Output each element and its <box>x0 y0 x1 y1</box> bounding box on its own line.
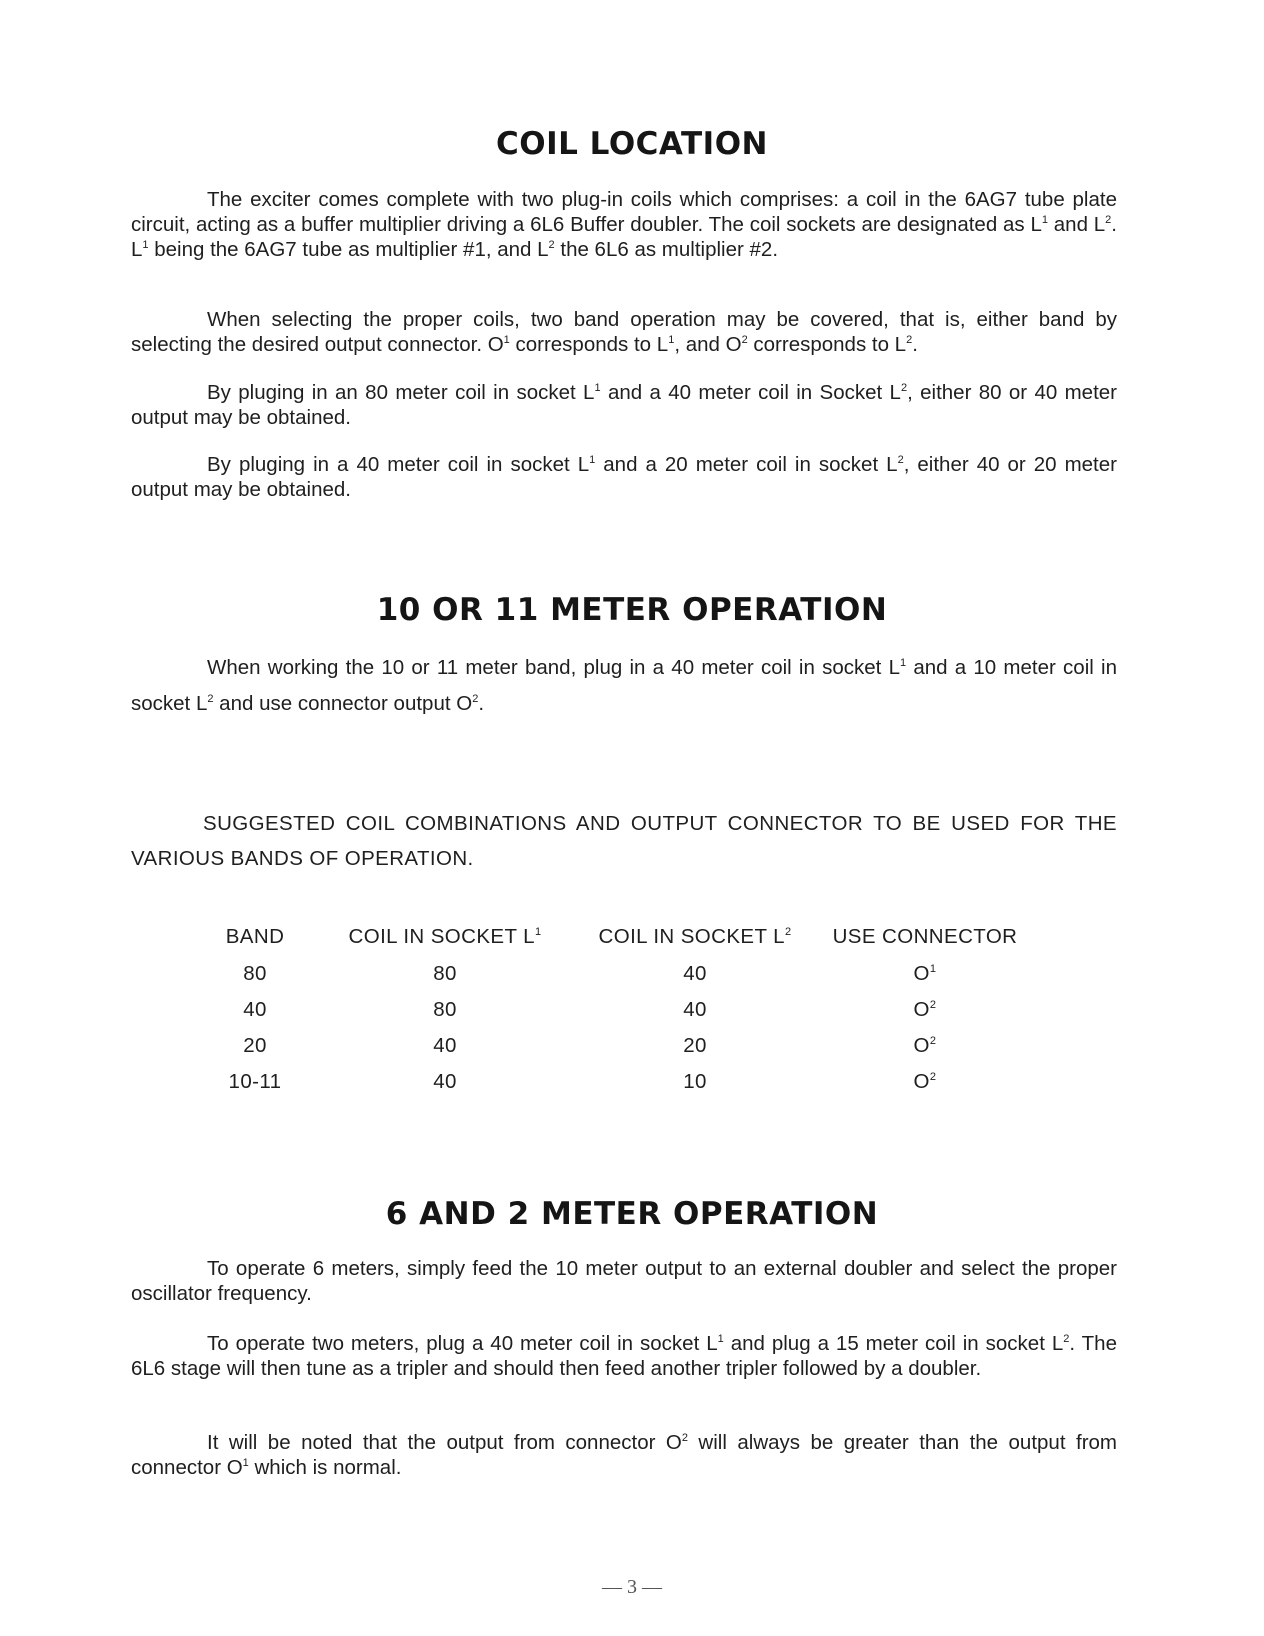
cell-socket-l2: 10 <box>683 1070 707 1093</box>
cell-band: 20 <box>243 1034 267 1057</box>
table-row <box>190 1064 1030 1100</box>
paragraph-coil-intro: The exciter comes complete with two plug-in coils which comprises: a coil in the 6AG7 tube plate circuit, acting as a buffer multiplier driving a 6L6 Buffer doubler. The coil sockets are designated as $L^1$ and $L^2$. $L^1$ being the 6AG7 tube as multiplier #1, and $L^2$ the 6L6 as multiplier #2. <box>131 188 1117 261</box>
paragraph-80-40: By pluging in an 80 meter coil in socket $L^1$ and a 40 meter coil in Socket $L^2$, either 80 or 40 meter output may be obtained. <box>131 381 1118 429</box>
cell-socket-l1: 80 <box>433 998 457 1021</box>
cell-connector: $O^2$ <box>913 998 937 1021</box>
header-coil-socket-l1: COIL IN SOCKET $L^1$ <box>348 925 542 948</box>
cell-socket-l2: 20 <box>683 1034 707 1057</box>
paragraph-10-11-meter: When working the 10 or 11 meter band, plug in a 40 meter coil in socket $L^1$ and a 10 meter coil in socket $L^2$ and use connector output $O^2$. <box>131 656 1118 715</box>
page-number: — 3 — <box>602 1576 662 1598</box>
coil-combinations-table <box>190 918 1030 1100</box>
table-row <box>190 1028 1030 1064</box>
heading-6-2-meter: 6 AND 2 METER OPERATION <box>385 1196 879 1232</box>
table-row <box>190 992 1030 1028</box>
header-coil-socket-l2: COIL IN SOCKET $L^2$ <box>598 925 792 948</box>
paragraph-output-note: It will be noted that the output from connector $O^2$ will always be greater than the output from connector $O^1$ which is normal. <box>131 1431 1117 1479</box>
cell-socket-l2: 40 <box>683 998 707 1021</box>
cell-band: 10-11 <box>228 1070 282 1093</box>
cell-socket-l2: 40 <box>683 962 707 985</box>
cell-socket-l1: 40 <box>433 1034 457 1057</box>
table-caption: SUGGESTED COIL COMBINATIONS AND OUTPUT CONNECTOR TO BE USED FOR THE VARIOUS BANDS OF OPERATION. <box>131 812 1117 870</box>
heading-10-11-meter: 10 OR 11 METER OPERATION <box>376 592 888 628</box>
cell-band: 80 <box>243 962 267 985</box>
heading-coil-location: COIL LOCATION <box>496 126 768 162</box>
cell-socket-l1: 80 <box>433 962 457 985</box>
paragraph-6-meter: To operate 6 meters, simply feed the 10 meter output to an external doubler and select the proper oscillator frequency. <box>131 1257 1117 1305</box>
paragraph-2-meter: To operate two meters, plug a 40 meter coil in socket $L^1$ and plug a 15 meter coil in socket $L^2$. The 6L6 stage will then tune as a tripler and should then feed another tripler followed by a doubler. <box>131 1332 1117 1380</box>
paragraph-two-band: When selecting the proper coils, two band operation may be covered, that is, either band by selecting the desired output connector. $O^1$ corresponds to $L^1$, and $O^2$ corresponds to $L^2$. <box>131 308 1117 356</box>
cell-connector: $O^2$ <box>913 1070 937 1093</box>
cell-band: 40 <box>243 998 267 1021</box>
paragraph-40-20: By pluging in a 40 meter coil in socket $L^1$ and a 20 meter coil in socket $L^2$, either 40 or 20 meter output may be obtained. <box>131 453 1117 501</box>
cell-connector: $O^2$ <box>913 1034 937 1057</box>
cell-connector: $O^1$ <box>913 962 937 985</box>
table-row <box>190 956 1030 992</box>
cell-socket-l1: 40 <box>433 1070 457 1093</box>
header-band: BAND <box>225 925 285 948</box>
header-use-connector: USE CONNECTOR <box>832 925 1018 948</box>
table-header-row <box>190 918 1030 956</box>
